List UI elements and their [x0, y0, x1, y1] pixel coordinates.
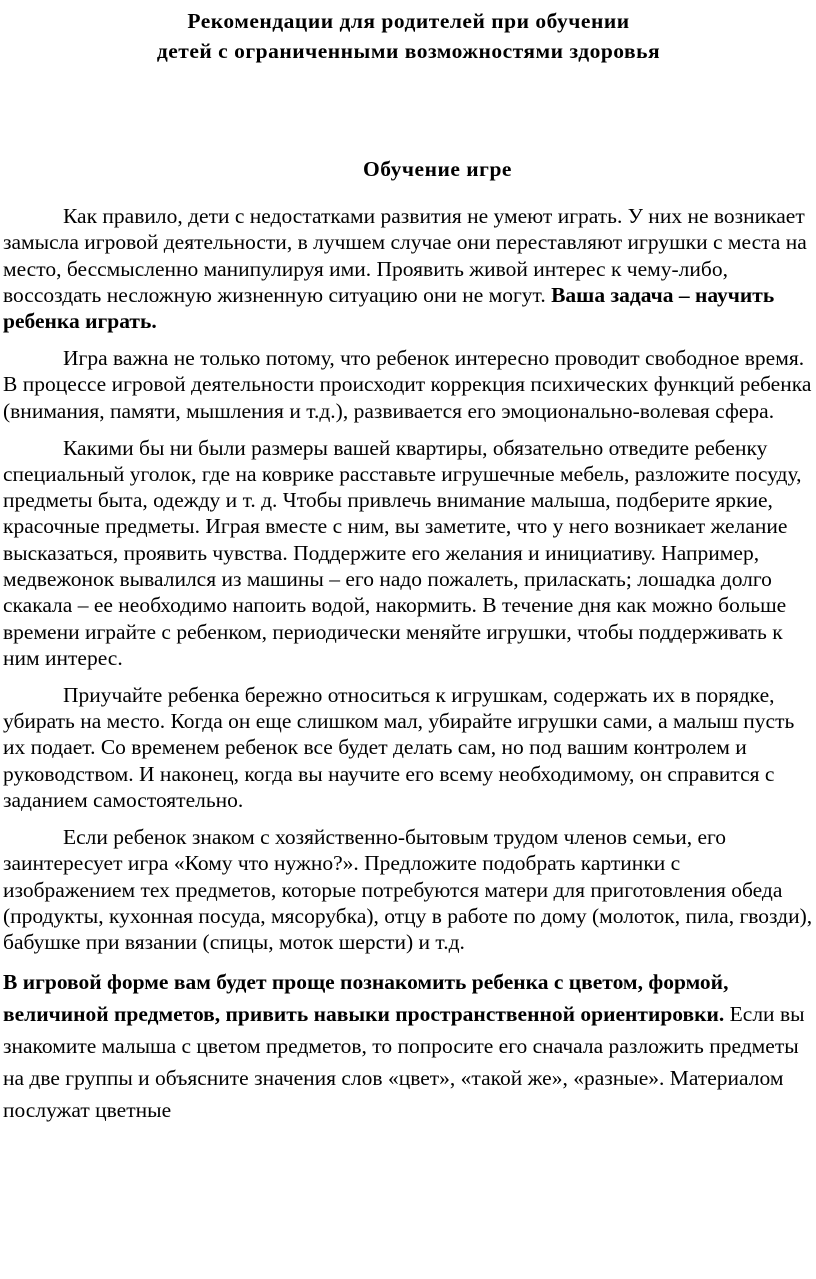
- paragraph-6-bold: В игровой форме вам будет проще познакомить ребенка с цветом, формой, величиной предметов, привить навыки пространственной ориентировки.: [3, 970, 729, 1027]
- paragraph-1-bold: Ваша задача – научить ребенка играть.: [3, 282, 775, 334]
- paragraph-3-text: Какими бы ни были размеры вашей квартиры, обязательно отведите ребенку специальный уголок, где на коврике расставьте игрушечные мебель, разложите посуду, предметы быта, одежду и т. д. Чтобы привлечь внимание малыша, подберите яркие, красочные предметы. Играя вместе с ним, вы заметите, что у него возникает желание высказаться, проявить чувства. Поддержите его желания и инициативу. Например, медвежонок вывалился из машины – его надо пожалеть, приласкать; лошадка долго скакала – ее необходимо напоить водой, накормить. В течение дня как можно больше времени играйте с ребенком, периодически меняйте игрушки, чтобы поддерживать к ним интерес.: [3, 435, 802, 670]
- paragraph-5: [3, 824, 814, 955]
- paragraph-4-text: Приучайте ребенка бережно относиться к игрушкам, содержать их в порядке, убирать на место. Когда он еще слишком мал, убирайте игрушки сами, а малыш пусть их подает. Со временем ребенок все будет делать сам, но под вашим контролем и руководством. И наконец, когда вы научите его всему необходимому, он справится с заданием самостоятельно.: [3, 682, 795, 813]
- paragraph-3: [3, 435, 814, 672]
- paragraph-5-text: Если ребенок знаком с хозяйственно-бытовым трудом членов семьи, его заинтересует игра «Кому что нужно?». Предложите подобрать картинки с изображением тех предметов, которые потребуются матери для приготовления обеда (продукты, кухонная посуда, мясорубка), отцу в работе по дому (молоток, пила, гвозди), бабушке при вязании (спицы, моток шерсти) и т.д.: [3, 824, 813, 955]
- paragraph-1-text: Как правило, дети с недостатками развития не умеют играть. У них не возникает замысла игровой деятельности, в лучшем случае они переставляют игрушки с места на место, бессмысленно манипулируя ими. Проявить живой интерес к чему-либо, воссоздать несложную жизненную ситуацию они не могут.: [3, 204, 807, 307]
- paragraph-4: [3, 682, 814, 813]
- title-line-2: детей с ограниченными возможностями здоровья: [156, 39, 661, 63]
- paragraph-2-text: Игра важна не только потому, что ребенок интересно проводит свободное время. В процессе игровой деятельности происходит коррекция психических функций ребенка (внимания, памяти, мышления и т.д.), развивается его эмоционально-волевая сфера.: [3, 346, 812, 423]
- title-line-1: Рекомендации для родителей при обучении: [187, 9, 630, 33]
- paragraph-6-text: Если вы знакомите малыша с цветом предметов, то попросите его сначала разложить предметы на две группы и объясните значения слов «цвет», «такой же», «разные». Материалом послужат цветные: [3, 1002, 805, 1123]
- paragraph-6: [3, 966, 814, 1126]
- paragraph-2: [3, 345, 814, 424]
- paragraph-1: [3, 203, 814, 334]
- section-title: Обучение игре: [363, 157, 512, 181]
- document-title: [3, 6, 814, 66]
